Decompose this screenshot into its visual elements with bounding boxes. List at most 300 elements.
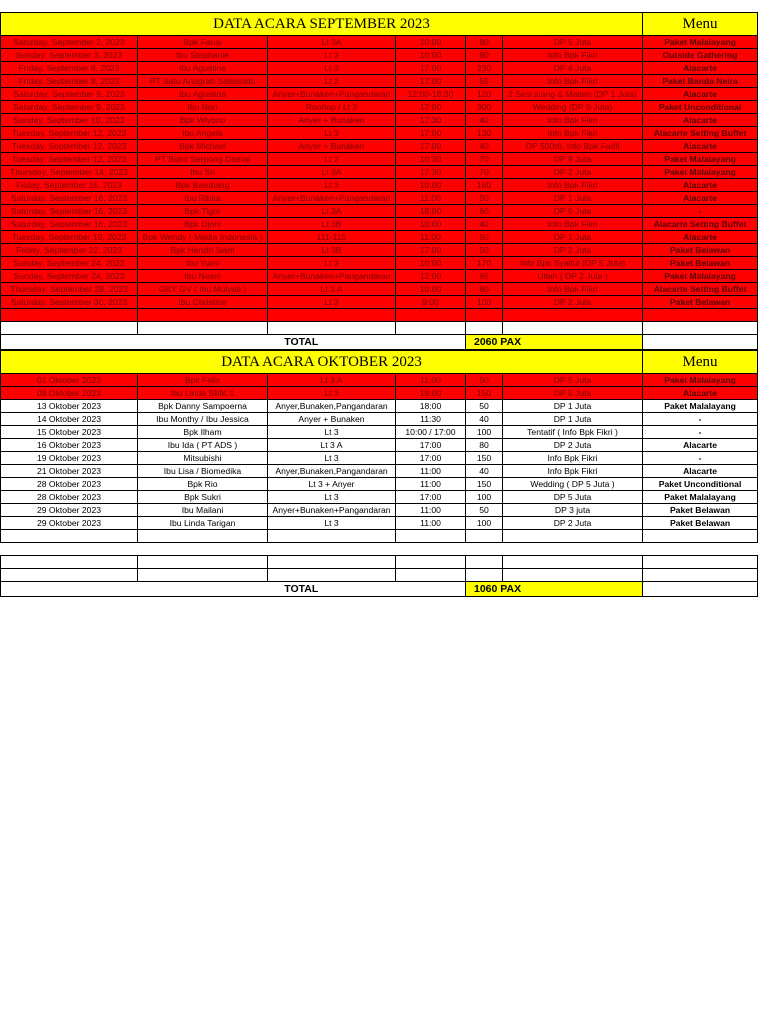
note-cell[interactable] bbox=[503, 530, 643, 543]
note-cell[interactable]: DP 5 Juta bbox=[503, 387, 643, 400]
menu-cell[interactable]: - bbox=[643, 413, 758, 426]
table-row bbox=[1, 400, 758, 413]
menu-cell[interactable]: Paket Unconditional bbox=[643, 101, 758, 114]
note-cell[interactable]: Wedding (DP 5 Juta) bbox=[503, 101, 643, 114]
note-cell[interactable]: DP 1 Juta bbox=[503, 413, 643, 426]
room-cell[interactable] bbox=[268, 556, 396, 569]
note-cell[interactable]: DP 2 Juta bbox=[503, 439, 643, 452]
date-cell[interactable]: Sunday, September 24, 2023 bbox=[1, 270, 138, 283]
menu-cell[interactable]: Alacarte Setting Buffet bbox=[643, 127, 758, 140]
note-cell[interactable]: Info Bpk Fikri bbox=[503, 283, 643, 296]
time-cell[interactable]: 17:00 bbox=[396, 75, 466, 88]
pax-cell[interactable]: 130 bbox=[466, 127, 503, 140]
pax-cell[interactable]: 120 bbox=[466, 88, 503, 101]
date-cell[interactable] bbox=[1, 556, 138, 569]
menu-cell[interactable]: Alacarte bbox=[643, 465, 758, 478]
room-cell[interactable]: Lt 3A bbox=[268, 205, 396, 218]
time-cell[interactable]: 18:00 bbox=[396, 400, 466, 413]
menu-cell[interactable]: Paket Malalayang bbox=[643, 491, 758, 504]
menu-cell[interactable] bbox=[643, 309, 758, 322]
time-cell[interactable]: 17:00 bbox=[396, 244, 466, 257]
time-cell[interactable]: 10:00 bbox=[396, 218, 466, 231]
pax-cell[interactable]: 100 bbox=[466, 491, 503, 504]
pax-cell[interactable]: 80 bbox=[466, 283, 503, 296]
note-cell[interactable]: DP 2 Juta bbox=[503, 296, 643, 309]
room-cell[interactable]: Lt 3 bbox=[268, 49, 396, 62]
table-row bbox=[1, 49, 758, 62]
pax-cell[interactable] bbox=[466, 530, 503, 543]
date-cell[interactable]: 16 Oktober 2023 bbox=[1, 439, 138, 452]
menu-cell[interactable] bbox=[643, 556, 758, 569]
note-cell[interactable] bbox=[503, 322, 643, 335]
time-cell[interactable]: 17:00 bbox=[396, 140, 466, 153]
menu-cell[interactable]: Alacarte bbox=[643, 231, 758, 244]
menu-cell[interactable]: Outside Gathering bbox=[643, 49, 758, 62]
date-cell[interactable]: Saturday, September 16, 2023 bbox=[1, 192, 138, 205]
note-cell[interactable] bbox=[503, 569, 643, 582]
date-cell[interactable]: Saturday, September 2, 2023 bbox=[1, 36, 138, 49]
note-cell[interactable] bbox=[503, 309, 643, 322]
pax-cell[interactable] bbox=[466, 569, 503, 582]
pax-cell[interactable]: 150 bbox=[466, 387, 503, 400]
date-cell[interactable]: 01 Oktober 2023 bbox=[1, 374, 138, 387]
time-cell[interactable]: 9:00 bbox=[396, 296, 466, 309]
pax-cell[interactable]: 50 bbox=[466, 504, 503, 517]
room-cell[interactable]: Lt 3 A bbox=[268, 439, 396, 452]
note-cell[interactable] bbox=[503, 556, 643, 569]
menu-cell[interactable]: - bbox=[643, 426, 758, 439]
name-cell[interactable]: Bpk Bambang bbox=[138, 179, 268, 192]
name-cell[interactable]: Ibu Linda SMK 1 bbox=[138, 387, 268, 400]
pax-cell[interactable]: 70 bbox=[466, 166, 503, 179]
name-cell[interactable] bbox=[138, 530, 268, 543]
room-cell[interactable]: Anyer + Bunaken bbox=[268, 413, 396, 426]
room-cell[interactable]: Lt 2 bbox=[268, 153, 396, 166]
time-cell[interactable]: 11:00 bbox=[396, 517, 466, 530]
name-cell[interactable]: GKY GV ( Ibu Mulyati ) bbox=[138, 283, 268, 296]
pax-cell[interactable]: 40 bbox=[466, 140, 503, 153]
date-cell[interactable]: Saturday, September 30, 2023 bbox=[1, 296, 138, 309]
room-cell[interactable]: Lt 2 bbox=[268, 75, 396, 88]
time-cell[interactable]: 11:00 bbox=[396, 374, 466, 387]
menu-cell[interactable]: Alacarte bbox=[643, 88, 758, 101]
room-cell[interactable]: Lt 3 bbox=[268, 127, 396, 140]
pax-cell[interactable]: 60 bbox=[466, 205, 503, 218]
room-cell[interactable]: Anyer,Bunaken,Pangandaran bbox=[268, 400, 396, 413]
note-cell[interactable]: Info Bpk Fikri bbox=[503, 114, 643, 127]
menu-cell[interactable] bbox=[643, 530, 758, 543]
date-cell[interactable]: 28 Oktober 2023 bbox=[1, 478, 138, 491]
pax-cell[interactable]: 40 bbox=[466, 114, 503, 127]
table-row bbox=[1, 491, 758, 504]
menu-cell[interactable]: Alacarte bbox=[643, 387, 758, 400]
room-cell[interactable]: Lt 3 bbox=[268, 296, 396, 309]
note-cell[interactable]: DP 5 Juta bbox=[503, 491, 643, 504]
room-cell[interactable]: Lt 3A bbox=[268, 36, 396, 49]
empty-row bbox=[1, 569, 758, 582]
date-cell[interactable]: Tuesday, September 12, 2023 bbox=[1, 153, 138, 166]
pax-cell[interactable]: 50 bbox=[466, 192, 503, 205]
room-cell[interactable]: 111-115 bbox=[268, 231, 396, 244]
name-cell[interactable]: Bpk Felix bbox=[138, 374, 268, 387]
date-cell[interactable]: Friday, September 8, 2023 bbox=[1, 62, 138, 75]
menu-cell[interactable]: Alacarte bbox=[643, 114, 758, 127]
menu-cell[interactable]: Alacarte bbox=[643, 192, 758, 205]
name-cell[interactable]: Bpk Danny Sampoerna bbox=[138, 400, 268, 413]
pax-cell[interactable]: 40 bbox=[466, 465, 503, 478]
note-cell[interactable]: 2 Sesi siang & Malam (DP 1 Juta) bbox=[503, 88, 643, 101]
room-cell[interactable]: Rooftop / Lt 3 bbox=[268, 101, 396, 114]
note-cell[interactable]: DP 5 Juta bbox=[503, 205, 643, 218]
note-cell[interactable]: DP 9 Juta bbox=[503, 153, 643, 166]
date-cell[interactable]: Tuesday, September 12, 2023 bbox=[1, 140, 138, 153]
table-row bbox=[1, 374, 758, 387]
note-cell[interactable]: Ultah ( DP 2 Juta ) bbox=[503, 270, 643, 283]
menu-cell[interactable]: Alacarte bbox=[643, 62, 758, 75]
note-cell[interactable]: DP 1 Juta bbox=[503, 400, 643, 413]
menu-cell[interactable]: Alacarte Setting Buffet bbox=[643, 218, 758, 231]
room-cell[interactable]: Lt 3 bbox=[268, 426, 396, 439]
time-cell[interactable] bbox=[396, 530, 466, 543]
name-cell[interactable]: Ibu Nuri bbox=[138, 101, 268, 114]
table-row bbox=[1, 205, 758, 218]
oktober-header-row bbox=[1, 351, 758, 374]
room-cell[interactable] bbox=[268, 569, 396, 582]
room-cell[interactable]: Lt 3 bbox=[268, 62, 396, 75]
date-cell[interactable]: 19 Oktober 2023 bbox=[1, 452, 138, 465]
september-title: DATA ACARA SEPTEMBER 2023 bbox=[1, 13, 643, 36]
time-cell[interactable]: 10:30 bbox=[396, 153, 466, 166]
name-cell[interactable] bbox=[138, 569, 268, 582]
name-cell[interactable]: Ibu Yumi bbox=[138, 257, 268, 270]
pax-cell[interactable]: 80 bbox=[466, 439, 503, 452]
date-cell[interactable]: Saturday, September 16, 2023 bbox=[1, 218, 138, 231]
time-cell[interactable]: 11:00 bbox=[396, 465, 466, 478]
date-cell[interactable] bbox=[1, 530, 138, 543]
pax-cell[interactable]: 40 bbox=[466, 218, 503, 231]
time-cell[interactable]: 11:30 bbox=[396, 413, 466, 426]
room-cell[interactable]: Anyer+Bunaken+Pangandaran bbox=[268, 504, 396, 517]
time-cell[interactable]: 10:00 / 17:00 bbox=[396, 426, 466, 439]
name-cell[interactable]: Ibu Lisa / Biomedika bbox=[138, 465, 268, 478]
table-row bbox=[1, 140, 758, 153]
room-cell[interactable]: Anyer+Bunaken+Pangandaran bbox=[268, 270, 396, 283]
date-cell[interactable]: 29 Oktober 2023 bbox=[1, 504, 138, 517]
menu-cell[interactable]: Paket Belawan bbox=[643, 244, 758, 257]
note-cell[interactable]: Info Bpk Fikri bbox=[503, 452, 643, 465]
table-row bbox=[1, 218, 758, 231]
note-cell[interactable]: Tentatif ( Info Bpk Fikri ) bbox=[503, 426, 643, 439]
spreadsheet bbox=[0, 12, 757, 597]
room-cell[interactable]: Lt 3 A bbox=[268, 374, 396, 387]
pax-cell[interactable]: 160 bbox=[466, 179, 503, 192]
time-cell[interactable]: 12:00-18:30 bbox=[396, 88, 466, 101]
name-cell[interactable]: Bpk Hendri Siaril bbox=[138, 244, 268, 257]
pax-cell[interactable]: 100 bbox=[466, 296, 503, 309]
table-row bbox=[1, 517, 758, 530]
menu-cell[interactable]: Paket Belawan bbox=[643, 517, 758, 530]
room-cell[interactable] bbox=[268, 322, 396, 335]
menu-cell[interactable]: Paket Banda Neira bbox=[643, 75, 758, 88]
time-cell[interactable]: 17:00 bbox=[396, 452, 466, 465]
menu-cell[interactable]: Paket Malalayang bbox=[643, 166, 758, 179]
table-row bbox=[1, 478, 758, 491]
name-cell[interactable] bbox=[138, 556, 268, 569]
menu-cell[interactable]: Alacarte Setting Buffet bbox=[643, 283, 758, 296]
date-cell[interactable]: Tuesday, September 12, 2023 bbox=[1, 127, 138, 140]
menu-cell[interactable] bbox=[643, 322, 758, 335]
menu-cell[interactable]: Paket Malalayang bbox=[643, 153, 758, 166]
room-cell[interactable] bbox=[268, 309, 396, 322]
note-cell[interactable]: Info Bpk Fikri bbox=[503, 49, 643, 62]
time-cell[interactable] bbox=[396, 309, 466, 322]
room-cell[interactable]: Anyer,Bunaken,Pangandaran bbox=[268, 465, 396, 478]
name-cell[interactable]: Bpk Tigor bbox=[138, 205, 268, 218]
name-cell[interactable] bbox=[138, 322, 268, 335]
note-cell[interactable]: DP 1 Juta bbox=[503, 231, 643, 244]
menu-cell[interactable]: Paket Belawan bbox=[643, 504, 758, 517]
name-cell[interactable]: PT Bumi Serpong Damai bbox=[138, 153, 268, 166]
time-cell[interactable]: 11:00 bbox=[396, 504, 466, 517]
name-cell[interactable]: Ibu Stephanie bbox=[138, 49, 268, 62]
date-cell[interactable]: 21 Oktober 2023 bbox=[1, 465, 138, 478]
pax-cell[interactable]: 70 bbox=[466, 153, 503, 166]
name-cell[interactable]: Ibu Sri bbox=[138, 166, 268, 179]
date-cell[interactable] bbox=[1, 309, 138, 322]
time-cell[interactable]: 17:00 bbox=[396, 127, 466, 140]
table-row bbox=[1, 75, 758, 88]
menu-cell[interactable]: Paket Belawan bbox=[643, 257, 758, 270]
note-cell[interactable]: DP 2 Juta bbox=[503, 517, 643, 530]
room-cell[interactable]: Anyer+Bunaken+Pangandaran bbox=[268, 88, 396, 101]
name-cell[interactable]: Bpk Wiyono bbox=[138, 114, 268, 127]
time-cell[interactable]: 10:00 bbox=[396, 36, 466, 49]
name-cell[interactable] bbox=[138, 309, 268, 322]
time-cell[interactable]: 17:00 bbox=[396, 62, 466, 75]
time-cell[interactable]: 17:00 bbox=[396, 101, 466, 114]
oktober-total-label: TOTAL bbox=[138, 582, 466, 597]
menu-cell[interactable]: Paket Unconditional bbox=[643, 478, 758, 491]
time-cell[interactable]: 17:30 bbox=[396, 166, 466, 179]
room-cell[interactable]: Lt 3 bbox=[268, 517, 396, 530]
menu-cell[interactable] bbox=[643, 569, 758, 582]
pax-cell[interactable]: 150 bbox=[466, 478, 503, 491]
date-cell[interactable]: Sunday, September 3, 2023 bbox=[1, 49, 138, 62]
room-cell[interactable]: Lt 3 bbox=[268, 491, 396, 504]
room-cell[interactable]: Lt 3 bbox=[268, 179, 396, 192]
time-cell[interactable]: 17:00 bbox=[396, 439, 466, 452]
room-cell[interactable]: Lt 3 + Anyer bbox=[268, 478, 396, 491]
note-cell[interactable]: Info Bpk Syaiful (DP 5 Juta) bbox=[503, 257, 643, 270]
name-cell[interactable]: PT Satu Anugrah Solusindo bbox=[138, 75, 268, 88]
pax-cell[interactable]: 50 bbox=[466, 400, 503, 413]
empty-row bbox=[1, 322, 758, 335]
name-cell[interactable]: Ibu Christine bbox=[138, 296, 268, 309]
name-cell[interactable]: Ibu Linda Tarigan bbox=[138, 517, 268, 530]
room-cell[interactable]: Anyer+Bunaken+Pangandaran bbox=[268, 192, 396, 205]
note-cell[interactable]: Info Bpk Fikri bbox=[503, 465, 643, 478]
date-cell[interactable]: Friday, September 8, 2023 bbox=[1, 75, 138, 88]
pax-cell[interactable]: 50 bbox=[466, 231, 503, 244]
table-row bbox=[1, 504, 758, 517]
menu-cell[interactable]: Alacarte bbox=[643, 439, 758, 452]
time-cell[interactable]: 12:00 bbox=[396, 270, 466, 283]
name-cell[interactable]: Ibu Agustina bbox=[138, 62, 268, 75]
date-cell[interactable]: 28 Oktober 2023 bbox=[1, 491, 138, 504]
name-cell[interactable]: Ibu Monthy / Ibu Jessica bbox=[138, 413, 268, 426]
room-cell[interactable]: Lt 3 bbox=[268, 257, 396, 270]
pax-cell[interactable]: 50 bbox=[466, 374, 503, 387]
room-cell[interactable]: Lt 3 A bbox=[268, 283, 396, 296]
pax-cell[interactable]: 50 bbox=[466, 244, 503, 257]
date-cell[interactable]: Saturday, September 9, 2023 bbox=[1, 88, 138, 101]
table-row bbox=[1, 270, 758, 283]
name-cell[interactable]: Bpk Sukri bbox=[138, 491, 268, 504]
date-cell[interactable] bbox=[1, 569, 138, 582]
table-row bbox=[1, 452, 758, 465]
time-cell[interactable]: 10:00 bbox=[396, 49, 466, 62]
time-cell[interactable]: 11:00 bbox=[396, 231, 466, 244]
name-cell[interactable]: Ibu Ida ( PT ADS ) bbox=[138, 439, 268, 452]
menu-cell[interactable]: Alacarte bbox=[643, 179, 758, 192]
date-cell[interactable]: 08 Oktober 2023 bbox=[1, 387, 138, 400]
pax-cell[interactable] bbox=[466, 309, 503, 322]
note-cell[interactable]: DP 5 Juta bbox=[503, 374, 643, 387]
note-cell[interactable]: DP 5 Juta bbox=[503, 36, 643, 49]
table-row bbox=[1, 426, 758, 439]
pax-cell[interactable]: 230 bbox=[466, 62, 503, 75]
date-cell[interactable]: Saturday, September 16, 2023 bbox=[1, 205, 138, 218]
room-cell[interactable]: Lt 3 bbox=[268, 387, 396, 400]
note-cell[interactable]: DP 2 Juta bbox=[503, 166, 643, 179]
note-cell[interactable]: Info Bpk Fikri bbox=[503, 218, 643, 231]
note-cell[interactable]: Info Bpk Fikri bbox=[503, 127, 643, 140]
date-cell[interactable]: Tuesday, September 19, 2023 bbox=[1, 231, 138, 244]
menu-cell[interactable]: Paket Malalayang bbox=[643, 270, 758, 283]
room-cell[interactable]: Lt 3 bbox=[268, 452, 396, 465]
note-cell[interactable]: DP 4 Juta bbox=[503, 62, 643, 75]
note-cell[interactable]: Info Bpk Fikri bbox=[503, 179, 643, 192]
note-cell[interactable]: Wedding ( DP 5 Juta ) bbox=[503, 478, 643, 491]
name-cell[interactable]: Ibu Mailani bbox=[138, 504, 268, 517]
empty-cell bbox=[1, 582, 138, 597]
date-cell[interactable]: Sunday, September 24, 2023 bbox=[1, 257, 138, 270]
date-cell[interactable]: Friday, September 15, 2023 bbox=[1, 179, 138, 192]
note-cell[interactable]: Info Bpk Fikri bbox=[503, 75, 643, 88]
date-cell[interactable]: 15 Oktober 2023 bbox=[1, 426, 138, 439]
menu-cell[interactable]: Paket Malalayang bbox=[643, 400, 758, 413]
name-cell[interactable]: Mitsubishi bbox=[138, 452, 268, 465]
table-row bbox=[1, 166, 758, 179]
date-cell[interactable]: Sunday, September 10, 2023 bbox=[1, 114, 138, 127]
date-cell[interactable] bbox=[1, 322, 138, 335]
date-cell[interactable]: 29 Oktober 2023 bbox=[1, 517, 138, 530]
name-cell[interactable]: Bpk Michael bbox=[138, 140, 268, 153]
name-cell[interactable]: Bpk Djoni bbox=[138, 218, 268, 231]
menu-cell[interactable]: Paket Malalayang bbox=[643, 374, 758, 387]
time-cell[interactable]: 11:00 bbox=[396, 478, 466, 491]
time-cell[interactable]: 18:00 bbox=[396, 387, 466, 400]
room-cell[interactable]: Anyer + Bunaken bbox=[268, 114, 396, 127]
date-cell[interactable]: Thursday, September 28, 2023 bbox=[1, 283, 138, 296]
pax-cell[interactable]: 80 bbox=[466, 36, 503, 49]
pax-cell[interactable]: 170 bbox=[466, 257, 503, 270]
date-cell[interactable]: 14 Oktober 2023 bbox=[1, 413, 138, 426]
name-cell[interactable]: Bpk Ilham bbox=[138, 426, 268, 439]
menu-cell[interactable]: Paket Belawan bbox=[643, 296, 758, 309]
name-cell[interactable]: Ibu Agustina bbox=[138, 88, 268, 101]
table-row bbox=[1, 153, 758, 166]
name-cell[interactable]: Bpk Fausi bbox=[138, 36, 268, 49]
table-row bbox=[1, 179, 758, 192]
pax-cell[interactable]: 65 bbox=[466, 270, 503, 283]
empty-row bbox=[1, 530, 758, 543]
time-cell[interactable]: 18:00 bbox=[396, 205, 466, 218]
table-row bbox=[1, 62, 758, 75]
pax-cell[interactable]: 80 bbox=[466, 49, 503, 62]
time-cell[interactable] bbox=[396, 569, 466, 582]
table-row bbox=[1, 244, 758, 257]
time-cell[interactable]: 17:30 bbox=[396, 114, 466, 127]
note-cell[interactable]: DP 1 Juta bbox=[503, 192, 643, 205]
note-cell[interactable]: DP 3 juta bbox=[503, 504, 643, 517]
time-cell[interactable]: 10:00 bbox=[396, 179, 466, 192]
menu-cell[interactable]: Alacarte bbox=[643, 140, 758, 153]
pax-cell[interactable] bbox=[466, 322, 503, 335]
time-cell[interactable]: 10:00 bbox=[396, 283, 466, 296]
name-cell[interactable]: Ibu Ribka bbox=[138, 192, 268, 205]
pax-cell[interactable]: 40 bbox=[466, 413, 503, 426]
name-cell[interactable]: Ibu Angela bbox=[138, 127, 268, 140]
menu-cell[interactable]: - bbox=[643, 205, 758, 218]
pax-cell[interactable]: 100 bbox=[466, 517, 503, 530]
pax-cell[interactable]: 55 bbox=[466, 75, 503, 88]
name-cell[interactable]: Bpk Rio bbox=[138, 478, 268, 491]
time-cell[interactable] bbox=[396, 322, 466, 335]
table-row bbox=[1, 192, 758, 205]
note-cell[interactable]: DP 2 Juta bbox=[503, 244, 643, 257]
room-cell[interactable] bbox=[268, 530, 396, 543]
room-cell[interactable]: Lt 3A bbox=[268, 166, 396, 179]
september-total-label: TOTAL bbox=[138, 335, 466, 350]
name-cell[interactable]: Bpk Wendy ( Media Indonesia ) bbox=[138, 231, 268, 244]
date-cell[interactable]: 13 Oktober 2023 bbox=[1, 400, 138, 413]
time-cell[interactable]: 10:00 bbox=[396, 257, 466, 270]
date-cell[interactable]: Friday, September 22, 2023 bbox=[1, 244, 138, 257]
date-cell[interactable]: Saturday, September 9, 2023 bbox=[1, 101, 138, 114]
date-cell[interactable]: Thursday, September 14, 2023 bbox=[1, 166, 138, 179]
pax-cell[interactable]: 300 bbox=[466, 101, 503, 114]
time-cell[interactable] bbox=[396, 556, 466, 569]
pax-cell[interactable]: 150 bbox=[466, 452, 503, 465]
pax-cell[interactable]: 100 bbox=[466, 426, 503, 439]
room-cell[interactable]: Anyer + Bunaken bbox=[268, 140, 396, 153]
time-cell[interactable]: 11:00 bbox=[396, 192, 466, 205]
table-row bbox=[1, 114, 758, 127]
note-cell[interactable]: DP 500rb, Info Bpk Fadli bbox=[503, 140, 643, 153]
pax-cell[interactable] bbox=[466, 556, 503, 569]
spacer-cell bbox=[1, 543, 758, 556]
room-cell[interactable]: Lt 3B bbox=[268, 218, 396, 231]
empty-row bbox=[1, 556, 758, 569]
menu-cell[interactable]: - bbox=[643, 452, 758, 465]
table-row bbox=[1, 101, 758, 114]
name-cell[interactable]: Ibu Nesni bbox=[138, 270, 268, 283]
menu-cell[interactable]: Paket Malalayang bbox=[643, 36, 758, 49]
time-cell[interactable]: 17:00 bbox=[396, 491, 466, 504]
table-row bbox=[1, 231, 758, 244]
room-cell[interactable]: Lt 3B bbox=[268, 244, 396, 257]
